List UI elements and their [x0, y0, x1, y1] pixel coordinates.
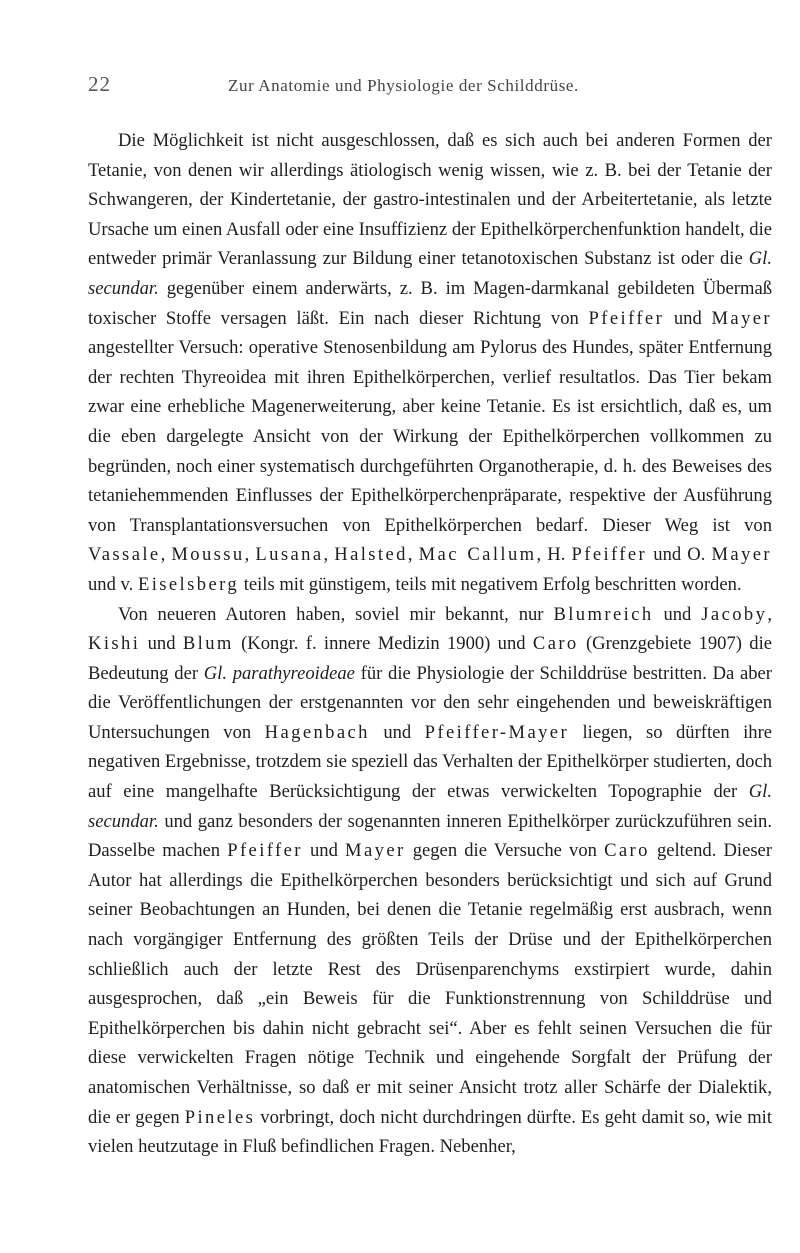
author-name: Halsted — [334, 544, 408, 566]
running-title: Zur Anatomie und Physiologie der Schilddrüse. — [228, 76, 579, 95]
author-name: Vassale — [88, 544, 161, 566]
author-name: Kishi — [88, 633, 141, 655]
text-run: , — [407, 544, 419, 566]
author-name: Mac Callum — [418, 544, 537, 566]
text-run: angestellter Versuch: operative Stenosenbildung am Pylorus des Hundes, später Entfernung der rechten Thyreoidea mit ihren Epithelkörperchen, verlief resultatlos. Das Tier bekam zwar eine erhebliche Magenerweiterung, aber keine Tetanie. Es ist ersichtlich, daß es, um die eben dargelegte Ansicht von der Wirkung der Epithelkörperchen vollkommen zu begründen, noch einer systematisch durchgeführten Organotherapie, d. h. des Beweises des tetaniehemmenden Einflusses der Epithelkörperchenpräparate, respektive der Ausführung von Transplantationsversuchen von Epithelkörperchen bedarf. Dieser Weg ist von — [88, 337, 772, 536]
paragraph — [88, 600, 772, 1162]
text-run: und ganz besonders der sogenannten inneren Epithelkörper zurückzuführen sein. Dasselbe machen — [88, 810, 772, 862]
text-run: , — [323, 544, 335, 566]
text-run: gegenüber einem anderwärts, z. B. im Magen-darmkanal gebildeten Übermaß toxischer Stoffe versagen läßt. Ein nach dieser Richtung von — [88, 277, 772, 329]
text-run: , H. — [536, 544, 572, 566]
text-run: und O. — [647, 544, 712, 566]
italic-term: Gl. secundar. — [88, 781, 772, 832]
paragraph — [88, 126, 772, 600]
text-run: für die Physiologie der Schilddrüse bestritten. Da aber die Veröffentlichungen der erstgenannten vor den sehr eingehenden und beweiskräftigen Untersuchungen von — [88, 662, 772, 743]
author-name: Mayer — [711, 544, 773, 566]
author-name: Jacoby — [701, 603, 768, 625]
text-run: und v. — [88, 573, 138, 595]
running-head — [88, 28, 772, 96]
author-name: Pfeiffer — [571, 544, 648, 566]
author-name: Blum — [182, 633, 234, 655]
author-name: Pfeiffer — [588, 307, 665, 329]
italic-term: Gl. secundar. — [88, 248, 772, 299]
text-run: (Grenzgebiete 1907) die Bedeutung der — [88, 633, 772, 684]
text-run: , — [244, 544, 256, 566]
text-run: und — [369, 721, 425, 743]
text-run: und — [140, 633, 183, 655]
page-number: 22 — [88, 72, 111, 96]
author-name: Blumreich — [553, 603, 654, 625]
author-name: Pfeiffer-Mayer — [424, 721, 570, 743]
text-run: (Kongr. f. innere Medizin 1900) und — [233, 633, 533, 655]
text-run: , — [767, 603, 772, 625]
text-run: gegen die Versuche von — [405, 840, 605, 862]
author-name: Eiselsberg — [137, 573, 240, 595]
author-name: Mayer — [711, 307, 773, 329]
text-run: Von neueren Autoren haben, soviel mir bekannt, nur — [118, 603, 554, 625]
text-run: geltend. Dieser Autor hat allerdings die Epithelkörperchen besonders berücksichtigt und sich auf Grund seiner Beobachtungen an Hunden, bei denen die Tetanie regelmäßig erst ausbrach, wenn nach vorgängiger Entfernung des größten Teils der Drüse und der Epithelkörperchen schließlich auch der letzte Rest des Drüsenparenchyms exstirpiert wurde, dahin ausgesprochen, daß „ein Beweis für die Funktionstrennung von Schilddrüse und Epithelkörperchen bis dahin nicht gebracht sei“. Aber es fehlt seinen Versuchen die für diese verwickelten Fragen nötige Technik und eingehende Sorgfalt der Prüfung der anatomischen Verhältnisse, so daß er mit seiner Ansicht trotz aller Schärfe der Dialektik, die er gegen — [88, 840, 773, 1128]
author-name: Caro — [604, 840, 650, 862]
author-name: Caro — [532, 633, 579, 655]
text-run: Die Möglichkeit ist nicht ausgeschlossen, daß es sich auch bei anderen Formen der Tetanie, von denen wir allerdings ätiologisch wenig wissen, wie z. B. bei der Tetanie der Schwangeren, der Kindertetanie, der gastro-intestinalen und der Arbeitertetanie, als letzte Ursache um einen Ausfall oder eine Insuffizienz der Epithelkörperchenfunktion handelt, die entweder primär Veranlassung zur Bildung einer tetanotoxischen Substanz ist oder die — [88, 130, 772, 270]
text-run: liegen, so dürften ihre negativen Ergebnisse, trotzdem sie speziell das Verhalten der Epithelkörper studierten, doch auf eine mangelhafte Berücksichtigung der etwas verwickelten Topographie der — [88, 721, 773, 803]
text-run: und — [653, 603, 702, 625]
body-text — [88, 126, 772, 1162]
text-run: teils mit günstigem, teils mit negativem Erfolg beschritten worden. — [239, 573, 742, 595]
text-run: und — [664, 307, 712, 329]
page-content — [88, 28, 773, 1158]
text-run: , — [160, 544, 172, 566]
author-name: Hagenbach — [264, 721, 370, 743]
author-name: Moussu — [171, 544, 245, 566]
text-run: und — [302, 840, 346, 862]
author-name: Pineles — [184, 1106, 256, 1128]
author-name: Pfeiffer — [227, 840, 303, 862]
author-name: Lusana — [255, 544, 324, 566]
italic-term: Gl. parathyreoideae — [203, 662, 355, 684]
author-name: Mayer — [345, 840, 406, 862]
text-run: vorbringt, doch nicht durchdringen dürfte. Es geht damit so, wie mit vielen heutzutage in Fluß befindlichen Fragen. Nebenher, — [88, 1106, 772, 1158]
